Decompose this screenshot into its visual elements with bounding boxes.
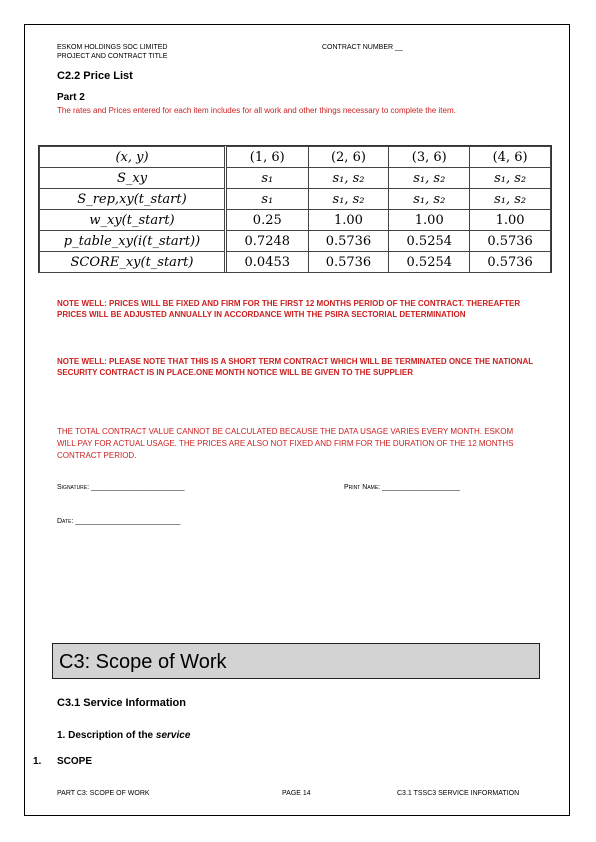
footer-left: PART C3: SCOPE OF WORK <box>57 790 150 797</box>
signature-field <box>57 484 184 491</box>
description-prefix: 1. Description of the <box>57 730 156 741</box>
header-company: ESKOM HOLDINGS SOC LIMITED <box>57 44 168 51</box>
print-name-label: Print Name: <box>344 484 381 491</box>
note-prices-fixed: NOTE WELL: PRICES WILL BE FIXED AND FIRM FOR THE FIRST 12 MONTHS PERIOD OF THE CONTRACT. THEREAFTER PRICES WILL BE ADJUSTED ANNUALLY IN ACCORDANCE WITH THE PSIRA SECTORIAL DETERMINATION <box>57 299 521 319</box>
header-project: PROJECT AND CONTRACT TITLE <box>57 53 168 60</box>
table-cell: s₁, s₂ <box>470 168 551 189</box>
table-cell: 0.25 <box>226 210 309 231</box>
note-short-term-contract: NOTE WELL: PLEASE NOTE THAT THIS IS A SHORT TERM CONTRACT WHICH WILL BE TERMINATED ONCE THE NATIONAL SECURITY CONTRACT IS IN PLACE.ONE MONTH NOTICE WILL BE GIVEN TO THE SUPPLIER <box>57 357 533 377</box>
table-row <box>40 189 551 210</box>
signature-label: Signature: <box>57 484 90 491</box>
table-row-label: S_rep,xy(t_start) <box>40 189 226 210</box>
table-cell: (2, 6) <box>308 147 389 168</box>
table-cell: s₁, s₂ <box>308 168 389 189</box>
table-row-label: SCORE_xy(t_start) <box>40 252 226 273</box>
table-cell: s₁ <box>226 168 309 189</box>
table-row <box>40 231 551 252</box>
table-cell: 0.5736 <box>470 231 551 252</box>
table-cell: s₁, s₂ <box>308 189 389 210</box>
price-list-intro: The rates and Prices entered for each item includes for all work and other things necessary to complete the item. <box>57 106 456 115</box>
table-row <box>40 210 551 231</box>
table-row-label: S_xy <box>40 168 226 189</box>
table-cell: 0.5736 <box>308 231 389 252</box>
date-field <box>57 518 180 525</box>
price-list-title: C2.2 Price List <box>57 70 133 82</box>
date-line: ___________________________ <box>75 518 181 525</box>
table-cell: s₁ <box>226 189 309 210</box>
section-title: C3: Scope of Work <box>59 651 227 673</box>
description-heading <box>57 730 190 741</box>
table-cell: 1.00 <box>389 210 470 231</box>
table-cell: s₁, s₂ <box>389 168 470 189</box>
table-cell: 0.0453 <box>226 252 309 273</box>
table-row <box>40 252 551 273</box>
table-row <box>40 168 551 189</box>
footer-right: C3.1 TSSC3 SERVICE INFORMATION <box>397 790 520 797</box>
print-name-line: ____________________ <box>382 484 460 491</box>
table-cell: s₁, s₂ <box>470 189 551 210</box>
table-row-label: p_table_xy(i(t_start)) <box>40 231 226 252</box>
part-heading: Part 2 <box>57 92 85 103</box>
table-cell: 0.5254 <box>389 231 470 252</box>
table-cell: s₁, s₂ <box>389 189 470 210</box>
section-title-box <box>52 643 540 679</box>
table-cell: (1, 6) <box>226 147 309 168</box>
description-service: service <box>155 730 191 741</box>
table-cell: 0.5736 <box>470 252 551 273</box>
table-cell: 0.5254 <box>389 252 470 273</box>
note-total-contract-value: THE TOTAL CONTRACT VALUE CANNOT BE CALCULATED BECAUSE THE DATA USAGE VARIES EVERY MONTH. ESKOM WILL PAY FOR ACTUAL USAGE. THE PRICES ARE ALSO NOT FIXED AND FIRM FOR THE DURATION OF THE 12 MONTHS CONTRACT PERIOD. <box>57 427 514 460</box>
table-cell: 1.00 <box>470 210 551 231</box>
service-information-heading: C3.1 Service Information <box>57 697 186 709</box>
table-cell: (x, y) <box>40 147 226 168</box>
price-table <box>38 145 552 273</box>
print-name-field <box>344 484 460 491</box>
list-number: 1. <box>33 756 42 767</box>
header-contract-number: CONTRACT NUMBER __ <box>322 44 403 51</box>
scope-heading: SCOPE <box>57 756 93 767</box>
table-cell: 0.7248 <box>226 231 309 252</box>
table-cell: 1.00 <box>308 210 389 231</box>
table-row-label: w_xy(t_start) <box>40 210 226 231</box>
table-cell: 0.5736 <box>308 252 389 273</box>
table-header-row <box>40 147 551 168</box>
table-cell: (3, 6) <box>389 147 470 168</box>
table-cell: (4, 6) <box>470 147 551 168</box>
signature-line: ________________________ <box>91 484 185 491</box>
date-label: Date: <box>57 518 74 525</box>
footer-page-number: PAGE 14 <box>282 790 311 797</box>
